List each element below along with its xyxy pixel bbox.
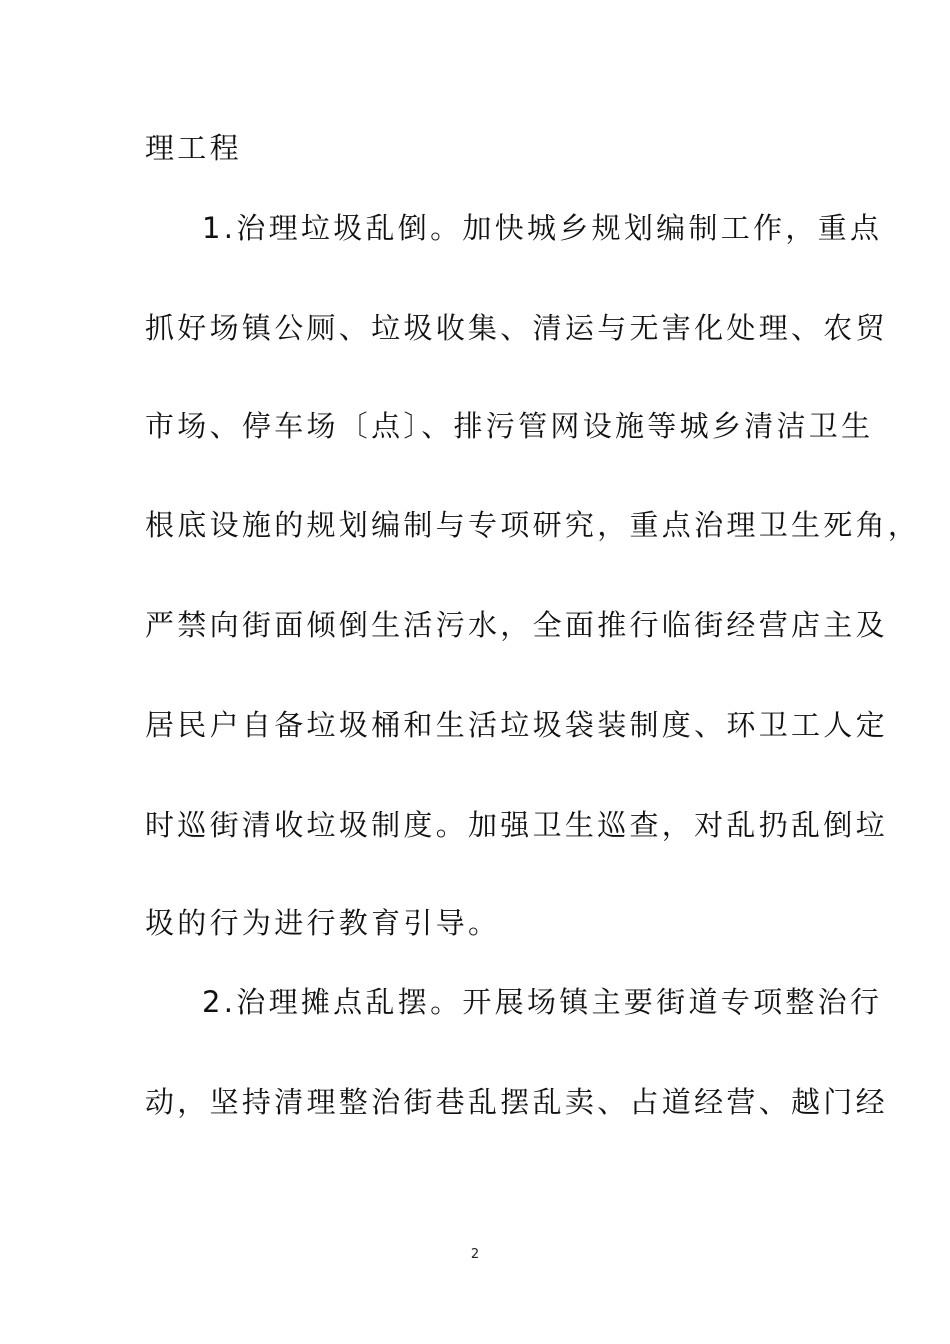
text-line-6: 严禁向街面倾倒生活污水，全面推行临街经营店主及 <box>145 608 888 642</box>
text-line-4: 市场、停车场〔点〕、排污管网设施等城乡清洁卫生 <box>145 409 874 443</box>
paragraph-1-start: 1.治理垃圾乱倒。加快城乡规划编制工作，重点 <box>202 211 883 245</box>
text-line-3: 抓好场镇公厕、垃圾收集、清运与无害化处理、农贸 <box>145 311 888 345</box>
paragraph-2-start: 2.治理摊点乱摆。开展场镇主要街道专项整治行 <box>202 985 883 1019</box>
text-line-7: 居民户自备垃圾桶和生活垃圾袋装制度、环卫工人定 <box>145 708 888 742</box>
page-number: 2 <box>470 1247 480 1262</box>
text-line-8: 时巡街清收垃圾制度。加强卫生巡查，对乱扔乱倒垃 <box>145 808 888 842</box>
text-line-1: 理工程 <box>145 131 242 165</box>
text-line-9: 圾的行为进行教育引导。 <box>145 906 501 940</box>
text-line-11: 动，坚持清理整治街巷乱摆乱卖、占道经营、越门经 <box>145 1085 888 1119</box>
text-line-5: 根底设施的规划编制与专项研究，重点治理卫生死角， <box>145 508 921 542</box>
